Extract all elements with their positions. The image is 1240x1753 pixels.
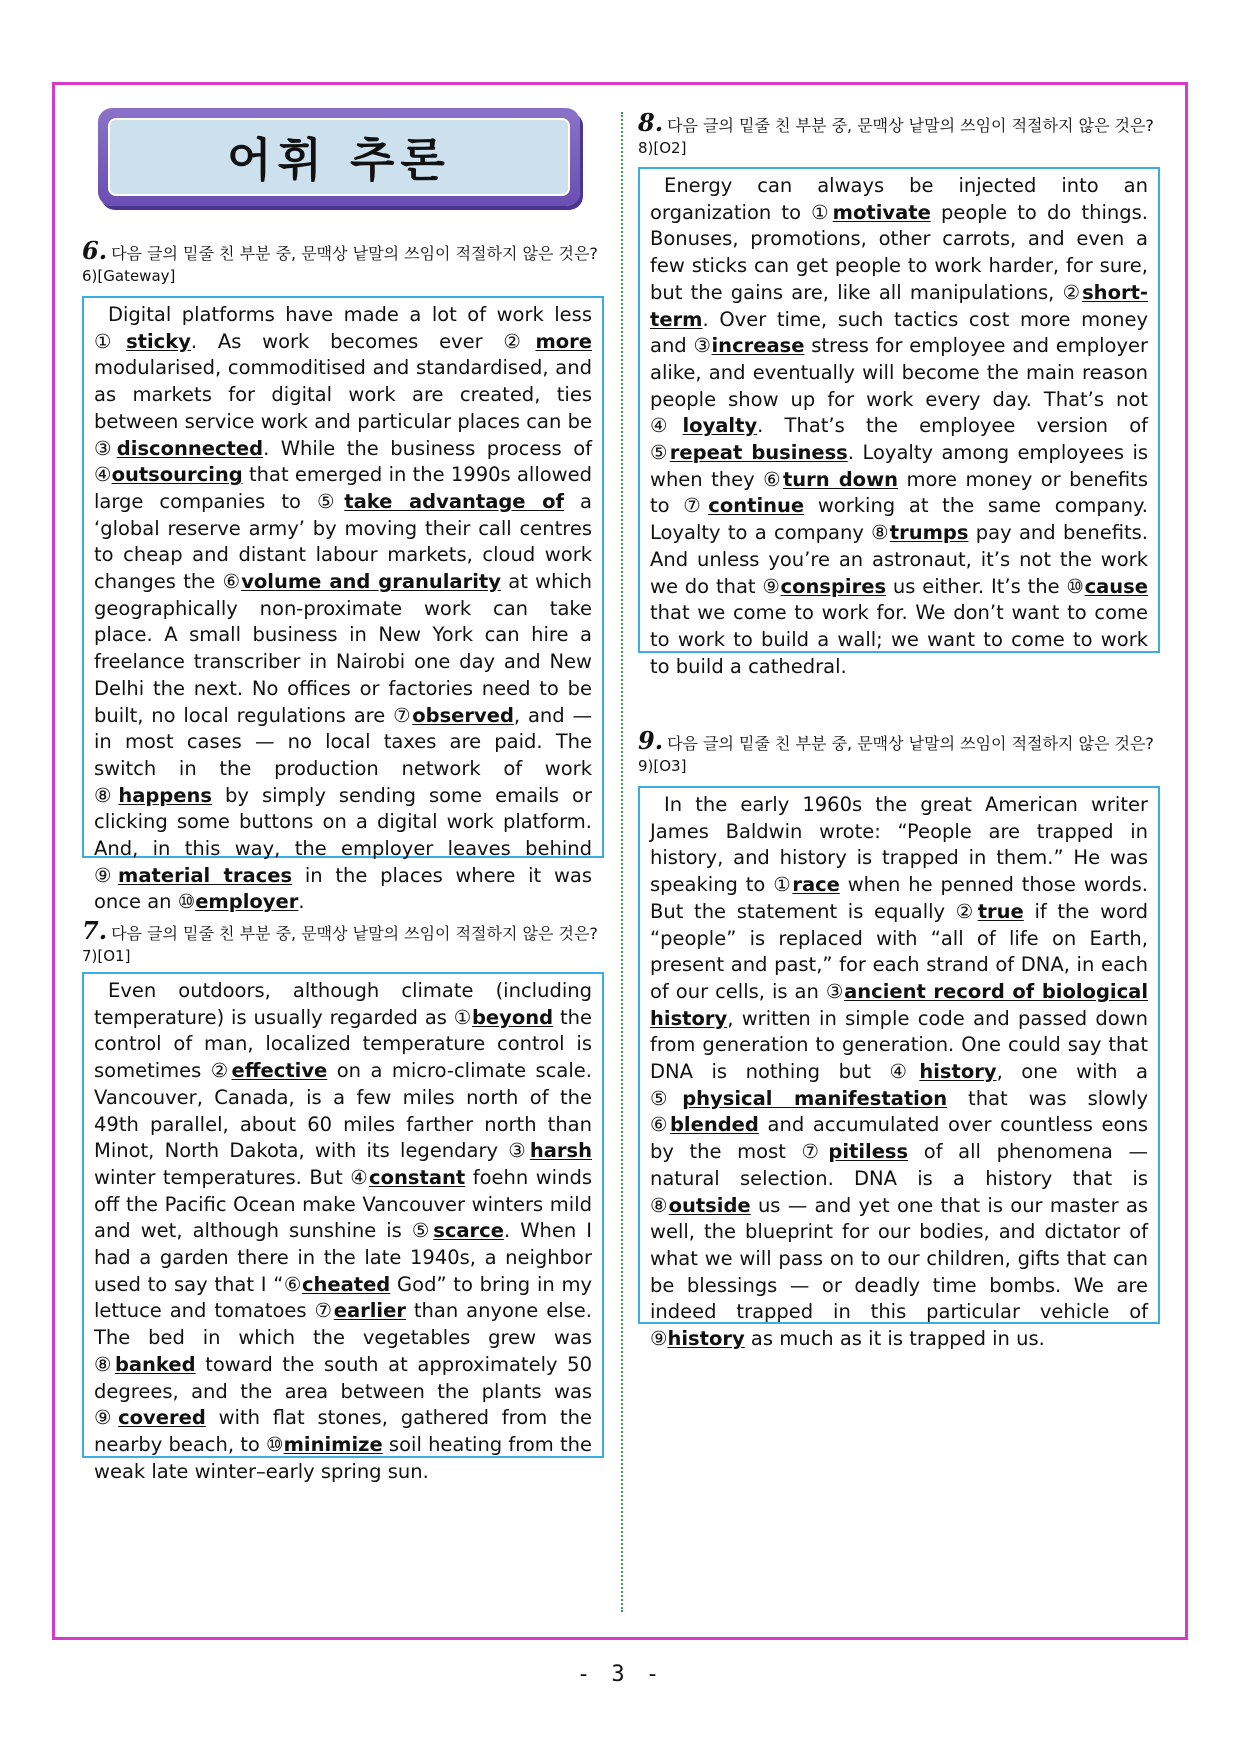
question-number: 8.: [638, 108, 664, 137]
passage-9: [638, 786, 1160, 1351]
underlined-word: scarce: [433, 1219, 504, 1243]
underlined-word: true: [977, 899, 1024, 923]
question-source: 9)[O3]: [638, 757, 687, 775]
underlined-word: increase: [711, 334, 805, 358]
passage-segment: that was slowly ⑥: [650, 1086, 1148, 1137]
passage-segment: Energy can always be injected into an organization to ①: [650, 174, 1148, 224]
underlined-word: constant: [369, 1165, 466, 1189]
passage-text: [650, 173, 1148, 680]
underlined-word: minimize: [283, 1432, 383, 1456]
underlined-word: volume and granularity: [241, 570, 501, 594]
underlined-word: blended: [669, 1113, 759, 1137]
passage-segment: , written in simple code and passed down from generation to generation. One could say that DNA is nothing but ④: [650, 1006, 1148, 1084]
section-title-banner: [98, 108, 580, 206]
passage-segment: a ‘global reserve army’ by moving their call centres to cheap and distant labour markets, cloud work changes the ⑥: [94, 489, 592, 594]
underlined-word: harsh: [529, 1139, 592, 1163]
underlined-word: race: [792, 873, 840, 897]
passage-segment: on a micro-climate scale. Vancouver, Canada, is a few miles north of the 49th parallel, about 60 miles farther north than Minot, North Dakota, with its legendary ③: [94, 1059, 592, 1163]
passage-8: [638, 167, 1160, 678]
passage-segment: if the word “people” is replaced with “all of life on Earth, present and past,” for each strand of DNA, in each of our cells, is an ③: [650, 899, 1149, 1003]
passage-segment: Even outdoors, although climate (including temperature) is usually regarded as ①: [94, 979, 592, 1029]
column-divider: [621, 112, 623, 1612]
passage-segment: more money or benefits to ⑦: [650, 467, 1148, 518]
underlined-word: observed: [412, 703, 514, 727]
passage-segment: when he penned those words. But the statement is equally ②: [650, 873, 1148, 923]
underlined-word: cause: [1084, 574, 1148, 598]
underlined-word: take advantage of: [344, 489, 565, 513]
passage-segment: of all phenomena — natural selection. DNA is a history that is ⑧: [650, 1140, 1148, 1217]
question-7-header: [82, 916, 602, 967]
passage-segment: . While the business process of ④: [94, 436, 592, 487]
underlined-word: more: [535, 329, 593, 353]
question-number: 9.: [638, 726, 664, 755]
underlined-word: employer: [195, 890, 299, 914]
passage-segment: and accumulated over countless eons by the most ⑦: [650, 1113, 1149, 1164]
underlined-word: beyond: [471, 1005, 554, 1029]
underlined-word: outside: [668, 1193, 751, 1217]
passage-segment: , and — in most cases — no local taxes are paid. The switch in the production network of work ⑧: [94, 703, 592, 807]
passage-segment: In the early 1960s the great American writer James Baldwin wrote: “People are trapped in history, and history is trapped in them.” He was speaking to ①: [650, 793, 1148, 897]
question-prompt: 다음 글의 밑줄 친 부분 중, 문맥상 낱말의 쓰임이 적절하지 않은 것은?: [111, 924, 598, 943]
passage-text: [94, 978, 592, 1485]
passage-segment: Digital platforms have made a lot of work less ①: [94, 303, 592, 353]
passage-segment: the control of man, localized temperature control is sometimes ②: [94, 1005, 592, 1083]
passage-segment: . When I had a garden there in the late 1940s, a neighbor used to say that I “⑥: [94, 1219, 592, 1296]
underlined-word: disconnected: [116, 436, 264, 460]
passage-segment: than anyone else. The bed in which the vegetables grew was ⑧: [94, 1299, 592, 1376]
underlined-word: outsourcing: [111, 463, 243, 487]
underlined-word: motivate: [832, 200, 931, 224]
underlined-word: trumps: [889, 521, 969, 545]
underlined-word: pitiless: [828, 1140, 909, 1164]
page-number: - 3 -: [576, 1662, 664, 1687]
question-prompt: 다음 글의 밑줄 친 부분 중, 문맥상 낱말의 쓰임이 적절하지 않은 것은?: [667, 734, 1154, 753]
question-number: 7.: [82, 916, 108, 945]
underlined-word: short-term: [650, 280, 1148, 331]
underlined-word: physical manifestation: [682, 1086, 948, 1110]
passage-segment: . That’s the employee version of ⑤: [650, 414, 1149, 465]
passage-segment: with flat stones, gathered from the nearby beach, to ⑩: [94, 1406, 592, 1456]
underlined-word: history: [919, 1060, 997, 1084]
question-9-header: [638, 726, 1158, 777]
underlined-word: history: [667, 1327, 745, 1351]
underlined-word: sticky: [126, 329, 191, 353]
passage-segment: by simply sending some emails or clicking some buttons on a digital work platform. And, in this way, the employer leaves behind ⑨: [94, 783, 592, 887]
underlined-word: covered: [118, 1406, 206, 1430]
passage-segment: people to do things. Bonuses, promotions, other carrots, and even a few sticks can get people to work harder, for sure, but the gains are, like all manipulations, ②: [650, 200, 1149, 304]
underlined-word: turn down: [782, 467, 898, 491]
passage-segment: toward the south at approximately 50 degrees, and the area between the plants was ⑨: [94, 1352, 592, 1430]
question-source: 7)[O1]: [82, 947, 131, 965]
question-number: 6.: [82, 236, 108, 265]
passage-segment: working at the same company. Loyalty to a company ⑧: [650, 494, 1148, 545]
underlined-word: earlier: [333, 1299, 406, 1323]
section-title: 어휘 추론: [227, 133, 451, 187]
underlined-word: ancient record of biological history: [650, 979, 1148, 1030]
passage-segment: modularised, commoditised and standardised, and as markets for digital work are created, ties between service work and particular places can be ③: [94, 356, 592, 460]
underlined-word: effective: [231, 1059, 328, 1083]
passage-segment: at which geographically non-proximate work can take place. A small business in New York can hire a freelance transcriber in Nairobi one day and New Delhi the next. No offices or factories need to be built, no local regulations are ⑦: [94, 570, 592, 727]
question-source: 6)[Gateway]: [82, 267, 176, 285]
underlined-word: banked: [114, 1352, 196, 1376]
passage-segment: us either. It’s the ⑩: [886, 574, 1085, 598]
passage-segment: that emerged in the 1990s allowed large companies to ⑤: [94, 463, 593, 513]
passage-segment: us — and yet one that is our master as well, the blueprint for our bodies, and dictator of what we will pass on to our children, gifts that can be blessings — or deadly time bombs. We are indeed trapped in this particular vehicle of ⑨: [650, 1193, 1149, 1351]
passage-segment: stress for employee and employer alike, and eventually will become the main reason people show up for work every day. That’s not ④: [650, 334, 1148, 438]
passage-segment: that we come to work for. We don’t want to come to work to build a wall; we want to come to work to build a cathedral.: [650, 601, 1148, 678]
section-title-inner: [108, 118, 570, 196]
passage-segment: foehn winds off the Pacific Ocean make Vancouver winters mild and wet, although sunshine is ⑤: [94, 1165, 592, 1243]
passage-segment: , one with a ⑤: [650, 1060, 1148, 1110]
passage-segment: in the places where it was once an ⑩: [94, 863, 593, 914]
underlined-word: conspires: [780, 574, 887, 598]
passage-segment: God” to bring in my lettuce and tomatoes ⑦: [94, 1272, 593, 1323]
passage-text: [650, 792, 1148, 1353]
question-source: 8)[O2]: [638, 139, 687, 157]
underlined-word: cheated: [301, 1272, 391, 1296]
passage-7: [82, 972, 604, 1483]
passage-segment: winter temperatures. But ④: [94, 1165, 370, 1189]
question-prompt: 다음 글의 밑줄 친 부분 중, 문맥상 낱말의 쓰임이 적절하지 않은 것은?: [111, 244, 598, 263]
passage-segment: . Loyalty among employees is when they ⑥: [650, 441, 1149, 491]
passage-segment: soil heating from the weak late winter–early spring sun.: [94, 1432, 592, 1483]
passage-segment: pay and benefits. And unless you’re an astronaut, it’s not the work we do that ⑨: [650, 521, 1148, 598]
underlined-word: repeat business: [669, 441, 848, 465]
underlined-word: continue: [708, 494, 805, 518]
question-8-header: [638, 108, 1158, 159]
question-prompt: 다음 글의 밑줄 친 부분 중, 문맥상 낱말의 쓰임이 적절하지 않은 것은?: [667, 116, 1154, 135]
underlined-word: material traces: [118, 863, 293, 887]
passage-6: [82, 296, 604, 914]
question-6-header: [82, 236, 602, 287]
passage-segment: as much as it is trapped in us.: [744, 1327, 1045, 1351]
underlined-word: happens: [118, 783, 212, 807]
passage-segment: . Over time, such tactics cost more money and ③: [650, 307, 1148, 358]
passage-segment: . As work becomes ever ②: [190, 329, 536, 353]
passage-segment: .: [298, 890, 305, 914]
passage-text: [94, 302, 592, 916]
underlined-word: loyalty: [682, 414, 758, 438]
